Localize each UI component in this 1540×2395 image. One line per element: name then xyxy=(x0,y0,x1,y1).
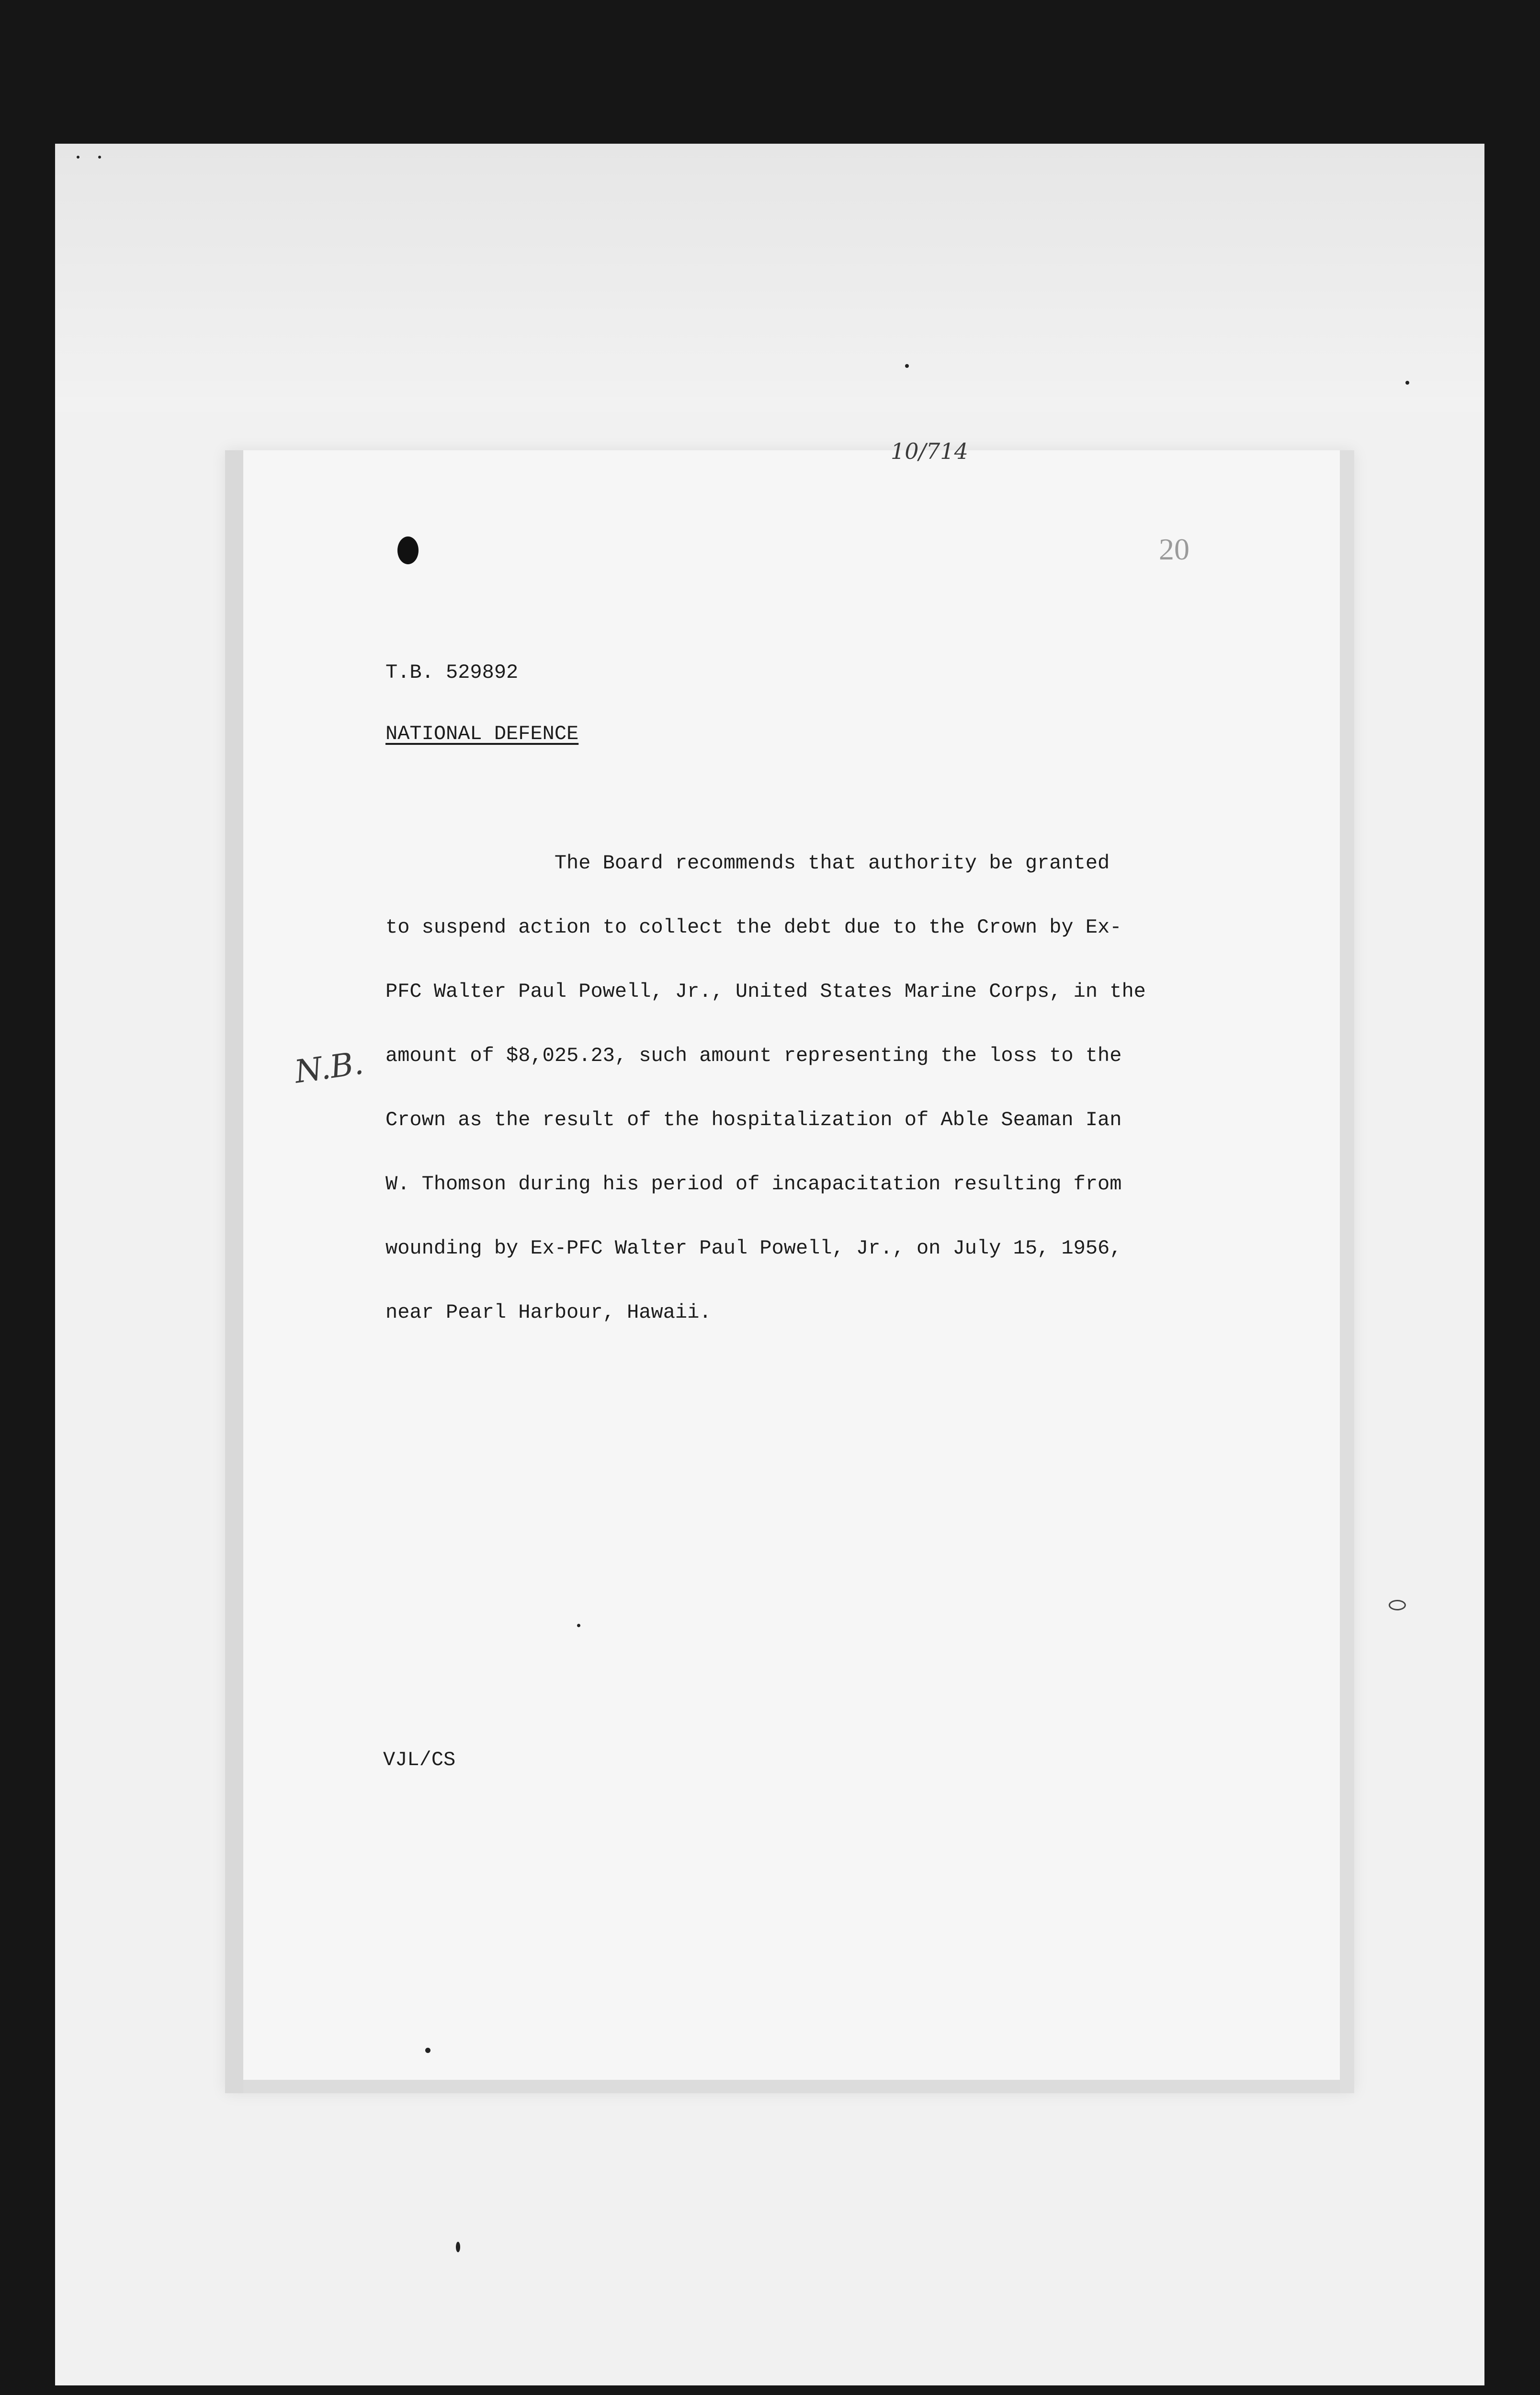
speck xyxy=(425,2048,430,2053)
body-line: amount of $8,025.23, such amount representing the loss to the xyxy=(385,1044,1122,1067)
reference-number: T.B. 529892 xyxy=(385,661,519,684)
speck xyxy=(1405,381,1409,385)
handwritten-file-number: 10/714 xyxy=(891,438,968,464)
body-line: W. Thomson during his period of incapacitation resulting from xyxy=(385,1173,1122,1196)
punch-hole xyxy=(397,536,419,564)
document-heading: NATIONAL DEFENCE xyxy=(385,722,579,745)
document-page xyxy=(225,450,1354,2093)
body-line: Crown as the result of the hospitalization of Able Seaman Ian xyxy=(385,1108,1122,1131)
speck xyxy=(98,156,101,159)
speck xyxy=(577,1624,580,1627)
speck xyxy=(905,364,909,368)
body-line: to suspend action to collect the debt due to the Crown by Ex- xyxy=(385,916,1122,939)
speck xyxy=(77,156,79,159)
body-line: PFC Walter Paul Powell, Jr., United States Marine Corps, in the xyxy=(385,980,1146,1003)
speck xyxy=(1389,1600,1406,1610)
typist-initials: VJL/CS xyxy=(383,1748,456,1771)
body-line: The Board recommends that authority be granted xyxy=(385,852,1110,875)
speck xyxy=(456,2242,460,2252)
body-line: wounding by Ex-PFC Walter Paul Powell, Jr., on July 15, 1956, xyxy=(385,1237,1122,1260)
page-number: 20 xyxy=(1159,532,1189,566)
body-line: near Pearl Harbour, Hawaii. xyxy=(385,1301,712,1324)
margin-handwritten-note: N.B. xyxy=(292,1044,366,1091)
